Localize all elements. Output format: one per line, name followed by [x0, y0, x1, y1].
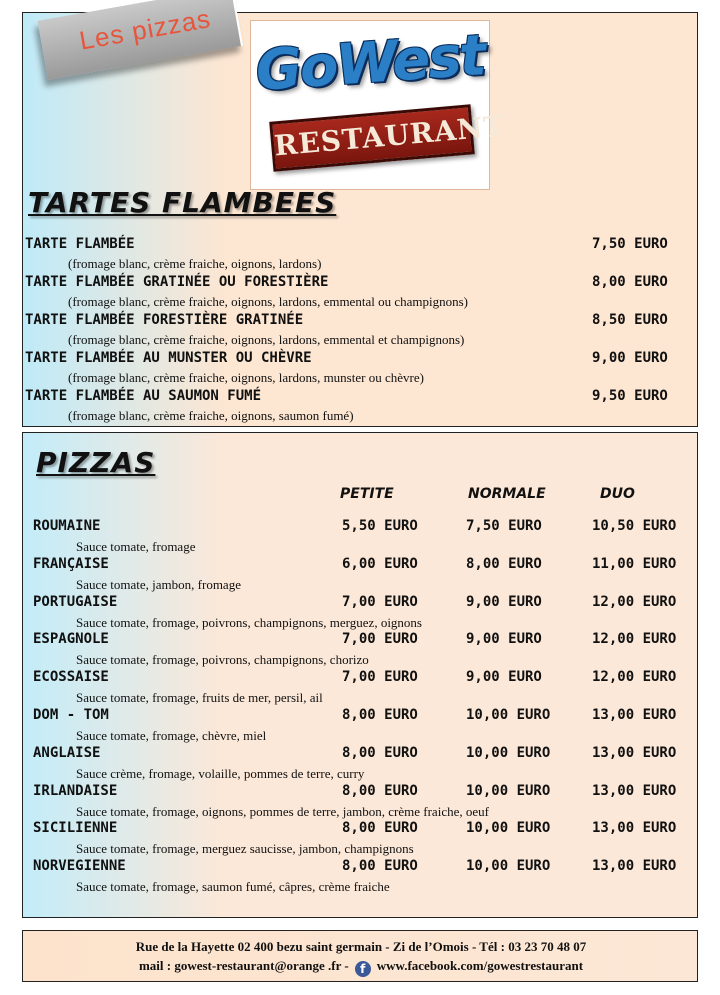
- item-name: TARTE FLAMBÉE FORESTIÈRE GRATINÉE: [25, 312, 304, 328]
- pizza-description: Sauce tomate, fromage, chèvre, miel: [76, 728, 267, 743]
- pizza-name: ECOSSAISE: [33, 669, 109, 686]
- price-normale: 10,00 EURO: [466, 782, 551, 799]
- pizza-description: Sauce tomate, fromage, oignons, pommes de terre, jambon, crème fraiche, oeuf: [76, 803, 489, 819]
- pizza-name: DOM - TOM: [33, 707, 109, 723]
- price-duo: 13,00 EURO: [592, 744, 677, 761]
- pizza-description: Sauce tomate, fromage, fruits de mer, persil, ail: [76, 690, 323, 706]
- footer-facebook-link[interactable]: www.facebook.com/gowestrestaurant: [376, 958, 584, 973]
- pizza-name: NORVEGIENNE: [33, 858, 126, 875]
- item-description: (fromage blanc, crème fraiche, oignons, lardons, munster ou chèvre): [68, 370, 424, 385]
- price-duo: 13,00 EURO: [592, 858, 677, 875]
- footer-panel: [22, 930, 698, 982]
- item-description: (fromage blanc, crème fraiche, oignons, saumon fumé): [68, 408, 354, 423]
- price-petite: 7,00 EURO: [342, 631, 418, 648]
- price-duo: 12,00 EURO: [592, 631, 677, 648]
- item-price: 8,00 EURO: [592, 274, 668, 290]
- price-duo: 13,00 EURO: [592, 782, 677, 799]
- price-petite: 8,00 EURO: [342, 782, 418, 799]
- item-price: 7,50 EURO: [592, 236, 668, 252]
- price-normale: 10,00 EURO: [466, 820, 551, 837]
- item-price: 9,00 EURO: [592, 350, 668, 366]
- price-petite: 7,00 EURO: [342, 593, 418, 610]
- pizza-description: Sauce tomate, fromage, poivrons, champignons, chorizo: [76, 652, 369, 668]
- item-name: TARTE FLAMBÉE GRATINÉE OU FORESTIÈRE: [25, 274, 329, 290]
- pizza-name: ANGLAISE: [33, 744, 101, 761]
- footer-mail: mail : gowest-restaurant@orange .fr -: [138, 958, 349, 973]
- price-petite: 8,00 EURO: [342, 744, 418, 761]
- pizza-name: SICILIENNE: [33, 820, 118, 837]
- pizzas-title: PIZZAS: [36, 446, 156, 479]
- item-description: (fromage blanc, crème fraiche, oignons, lardons): [68, 256, 322, 271]
- price-normale: 10,00 EURO: [466, 858, 551, 875]
- price-duo: 12,00 EURO: [592, 669, 677, 686]
- item-name: TARTE FLAMBÉE AU SAUMON FUMÉ: [25, 388, 262, 404]
- column-head-duo: DUO: [600, 486, 635, 502]
- price-normale: 10,00 EURO: [466, 744, 551, 761]
- tartes-title: TARTES FLAMBEES: [28, 186, 337, 219]
- logo-restaurant-banner: RESTAURANT: [269, 104, 475, 171]
- pizza-description: Sauce tomate, fromage: [76, 539, 196, 554]
- price-duo: 13,00 EURO: [592, 820, 677, 837]
- price-duo: 12,00 EURO: [592, 593, 677, 610]
- footer-contact: [23, 958, 699, 977]
- price-duo: 10,50 EURO: [592, 518, 677, 534]
- pizza-name: ESPAGNOLE: [33, 631, 109, 648]
- price-petite: 7,00 EURO: [342, 669, 418, 686]
- facebook-icon: f: [355, 961, 371, 977]
- pizza-description: Sauce tomate, fromage, saumon fumé, câpres, crème fraiche: [76, 879, 390, 895]
- price-normale: 10,00 EURO: [466, 707, 551, 723]
- item-price: 9,50 EURO: [592, 388, 668, 404]
- footer-address: Rue de la Hayette 02 400 bezu saint germain - Zi de l’Omois - Tél : 03 23 70 48 07: [135, 939, 587, 954]
- pizza-name: FRANÇAISE: [33, 555, 109, 572]
- price-petite: 5,50 EURO: [342, 518, 418, 534]
- price-normale: 9,00 EURO: [466, 631, 542, 648]
- pizza-name: ROUMAINE: [33, 518, 101, 534]
- item-description: (fromage blanc, crème fraiche, oignons, lardons, emmental et champignons): [68, 332, 465, 347]
- logo-gowest-text: GoWest: [253, 23, 487, 104]
- price-petite: 6,00 EURO: [342, 555, 418, 572]
- column-head-petite: PETITE: [340, 486, 394, 502]
- pizza-name: PORTUGAISE: [33, 593, 118, 610]
- item-name: TARTE FLAMBÉE: [25, 236, 135, 252]
- pizza-description: Sauce tomate, jambon, fromage: [76, 576, 241, 592]
- pizza-description: Sauce crème, fromage, volaille, pommes de terre, curry: [76, 765, 365, 781]
- restaurant-logo: [250, 20, 507, 190]
- price-duo: 11,00 EURO: [592, 555, 677, 572]
- pizza-description: Sauce tomate, fromage, poivrons, champignons, merguez, oignons: [76, 614, 422, 630]
- pizza-description: Sauce tomate, fromage, merguez saucisse, jambon, champignons: [76, 841, 414, 857]
- pizza-name: IRLANDAISE: [33, 782, 118, 799]
- price-duo: 13,00 EURO: [592, 707, 677, 723]
- section-tag-label: Les pizzas: [77, 3, 214, 56]
- column-head-normale: NORMALE: [468, 486, 546, 502]
- price-normale: 8,00 EURO: [466, 555, 542, 572]
- price-petite: 8,00 EURO: [342, 820, 418, 837]
- price-normale: 7,50 EURO: [466, 518, 542, 534]
- price-petite: 8,00 EURO: [342, 707, 418, 723]
- item-name: TARTE FLAMBÉE AU MUNSTER OU CHÈVRE: [25, 350, 312, 366]
- price-normale: 9,00 EURO: [466, 593, 542, 610]
- price-petite: 8,00 EURO: [342, 858, 418, 875]
- item-price: 8,50 EURO: [592, 312, 668, 328]
- item-description: (fromage blanc, crème fraiche, oignons, lardons, emmental ou champignons): [68, 294, 468, 309]
- price-normale: 9,00 EURO: [466, 669, 542, 686]
